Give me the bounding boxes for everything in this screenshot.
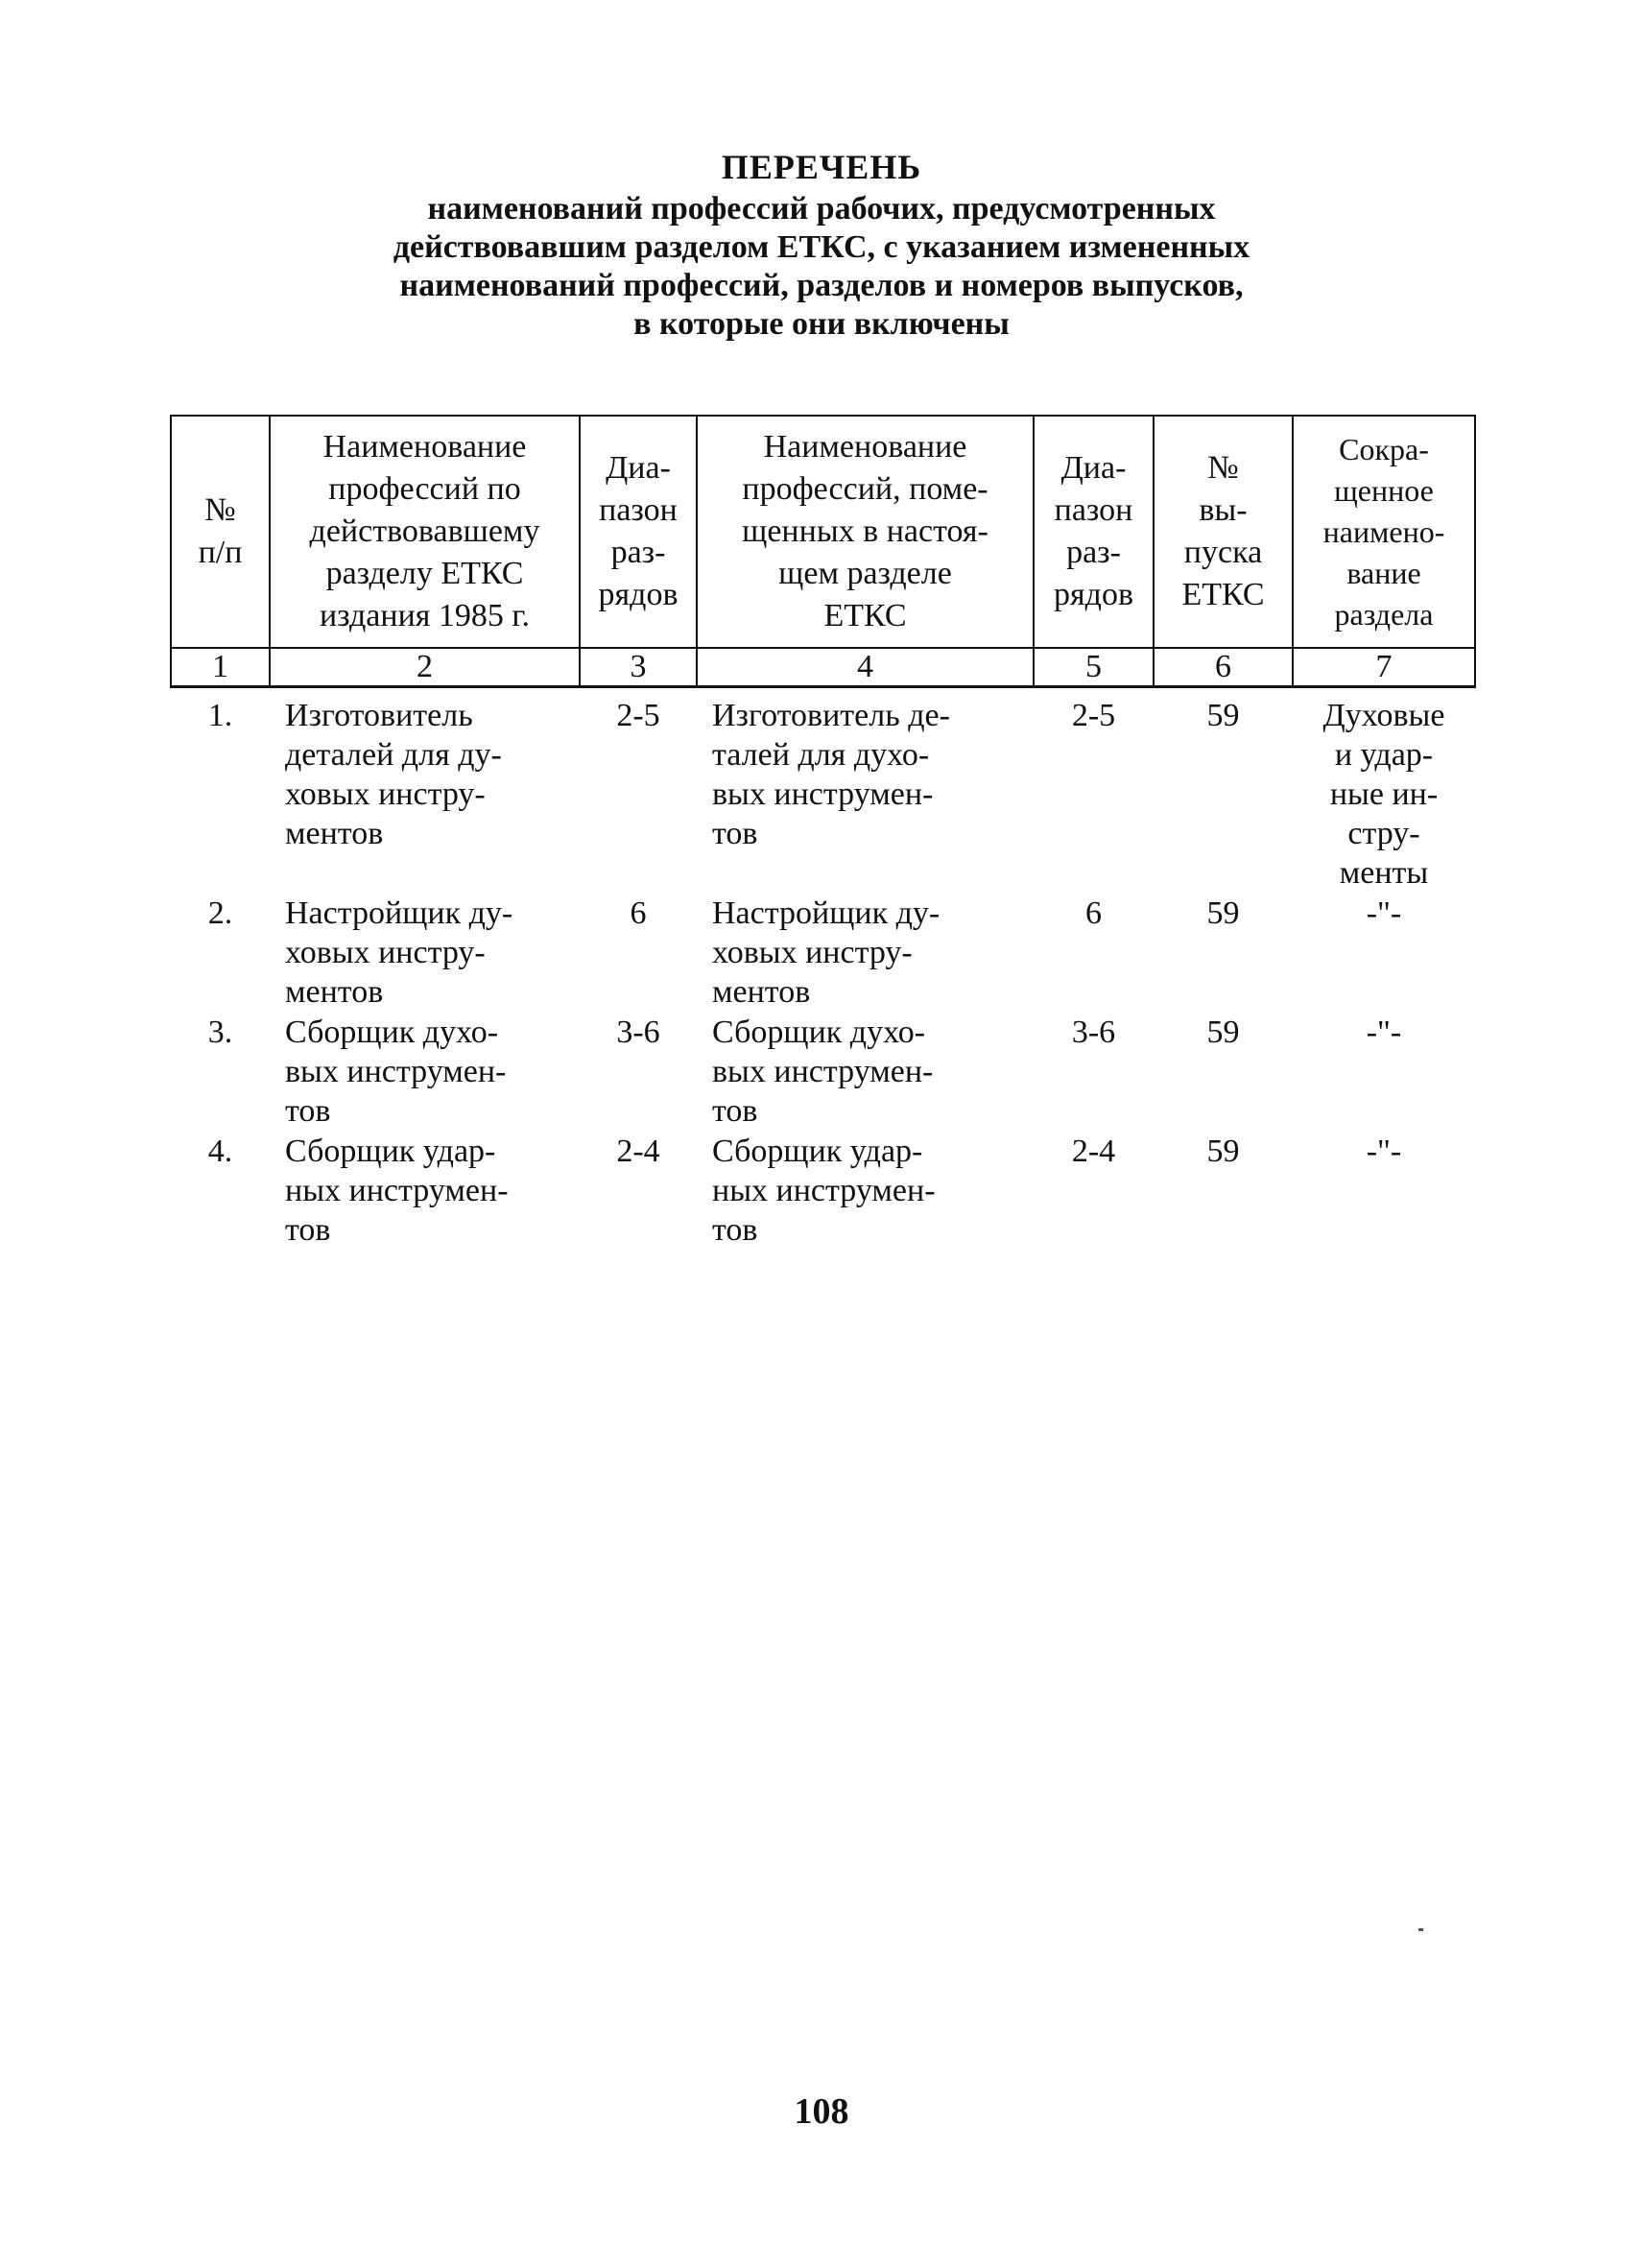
cell-line: деталей для ду-: [285, 737, 502, 773]
cell-line: вых инструмен-: [712, 1054, 934, 1089]
heading-line: действовавшим разделом ЕТКС, с указанием измененных: [393, 229, 1250, 265]
cell-line: раз-: [610, 535, 666, 570]
heading-line: наименований профессий рабочих, предусмотренных: [427, 191, 1216, 227]
cell-line: ментов: [712, 974, 811, 1010]
cell-old-range: 3-6: [616, 1015, 660, 1050]
cell-line: -"-: [1366, 895, 1402, 931]
cell-new-range: 6: [1085, 895, 1102, 931]
cell-section: [1293, 894, 1475, 1013]
cell-line: Сборщик удар-: [285, 1134, 496, 1169]
column-number: 2: [270, 648, 580, 687]
column-number: 3: [580, 648, 697, 687]
cell-line: Настройщик ду-: [285, 895, 513, 931]
cell-old-range: 2-4: [616, 1134, 660, 1169]
cell-line: тов: [712, 1093, 758, 1129]
table-row: [171, 894, 1475, 1013]
cell-line: Сборщик духо-: [712, 1015, 926, 1050]
cell-line: Диа-: [1060, 450, 1127, 486]
cell-line: ховых инстру-: [285, 935, 486, 970]
cell-old-name: [270, 1013, 580, 1132]
column-header-number: [171, 416, 270, 648]
cell-line: Настройщик ду-: [712, 895, 941, 931]
scan-speck: [1418, 1928, 1423, 1931]
heading-line: наименований профессий, разделов и номеров выпусков,: [399, 268, 1244, 303]
cell-line: ные ин-: [1329, 776, 1439, 812]
table-header-row: [171, 416, 1475, 648]
cell-line: ЕТКС: [823, 598, 907, 633]
cell-line: ЕТКС: [1181, 577, 1265, 612]
cell-new-range: 2-4: [1071, 1134, 1116, 1169]
cell-line: ховых инстру-: [712, 935, 913, 970]
cell-new-range: 3-6: [1071, 1015, 1116, 1050]
cell-line: менты: [1339, 855, 1429, 891]
cell-new-name: [697, 687, 1034, 895]
cell-new-name: [697, 1132, 1034, 1251]
cell-line: ных инструмен-: [712, 1173, 936, 1208]
cell-issue: 59: [1206, 1015, 1240, 1050]
cell-old-name: [270, 687, 580, 895]
cell-old-name: [270, 894, 580, 1013]
cell-line: Наименование: [322, 429, 527, 465]
cell-issue: 59: [1206, 698, 1240, 733]
cell-line: Духовые: [1322, 698, 1445, 733]
column-number: 4: [697, 648, 1034, 687]
cell-line: №: [1207, 450, 1239, 486]
cell-number: 4.: [207, 1134, 233, 1169]
cell-line: и удар-: [1334, 737, 1434, 773]
cell-line: стру-: [1347, 816, 1420, 851]
cell-line: тов: [712, 1212, 758, 1248]
cell-line: талей для духо-: [712, 737, 930, 773]
column-number: 6: [1154, 648, 1293, 687]
cell-line: ховых инстру-: [285, 776, 486, 812]
table-body: [171, 687, 1475, 1252]
column-header-issue: [1154, 416, 1293, 648]
cell-line: Изготовитель де-: [712, 698, 950, 733]
cell-line: щенных в настоя-: [742, 513, 988, 549]
cell-old-name: [270, 1132, 580, 1251]
column-number: 7: [1293, 648, 1475, 687]
cell-line: пазон: [1054, 492, 1133, 528]
table-row: [171, 1013, 1475, 1132]
column-header-old-name: [270, 416, 580, 648]
cell-new-name: [697, 894, 1034, 1013]
cell-line: разделу ЕТКС: [325, 556, 524, 591]
cell-line: Сборщик духо-: [285, 1015, 499, 1050]
cell-line: тов: [712, 816, 758, 851]
cell-line: издания 1985 г.: [319, 598, 531, 633]
cell-line: профессий, поме-: [742, 471, 988, 507]
cell-number: 3.: [207, 1015, 233, 1050]
column-header-new-range: [1034, 416, 1154, 648]
cell-line: рядов: [598, 577, 679, 612]
heading-line: в которые они включены: [633, 306, 1010, 342]
cell-line: Наименование: [763, 429, 967, 465]
cell-line: Сборщик удар-: [712, 1134, 923, 1169]
cell-line: раздела: [1334, 596, 1434, 632]
cell-line: вых инструмен-: [712, 776, 934, 812]
column-number: 1: [171, 648, 270, 687]
cell-line: раз-: [1066, 535, 1121, 570]
cell-section: [1293, 1013, 1475, 1132]
page-number: 108: [794, 2091, 849, 2132]
column-number-row: [171, 648, 1475, 687]
table-row: [171, 1132, 1475, 1251]
cell-line: -"-: [1366, 1015, 1402, 1050]
cell-section: [1293, 687, 1475, 895]
cell-line: профессий по: [328, 471, 521, 507]
cell-line: тов: [285, 1093, 331, 1129]
cell-line: щенное: [1334, 472, 1434, 508]
cell-line: вание: [1346, 555, 1421, 590]
professions-table: [170, 415, 1476, 1251]
cell-line: пазон: [599, 492, 678, 528]
cell-line: Диа-: [606, 450, 671, 486]
cell-line: вы-: [1199, 492, 1248, 528]
cell-line: Изготовитель: [285, 698, 473, 733]
cell-issue: 59: [1206, 895, 1240, 931]
cell-line: ментов: [285, 974, 384, 1010]
cell-line: ментов: [285, 816, 384, 851]
cell-line: наимено-: [1322, 513, 1445, 549]
document-title: ПЕРЕЧЕНЬ: [721, 148, 922, 186]
cell-line: п/п: [198, 535, 243, 570]
cell-old-range: 6: [630, 895, 647, 931]
document-heading: [0, 144, 1643, 344]
cell-new-name: [697, 1013, 1034, 1132]
cell-line: -"-: [1366, 1134, 1402, 1169]
cell-number: 2.: [207, 895, 233, 931]
column-number: 5: [1034, 648, 1154, 687]
cell-line: рядов: [1054, 577, 1133, 612]
cell-line: щем разделе: [778, 556, 952, 591]
cell-line: ных инструмен-: [285, 1173, 509, 1208]
cell-section: [1293, 1132, 1475, 1251]
column-header-old-range: [580, 416, 697, 648]
cell-number: 1.: [207, 698, 233, 733]
cell-line: вых инструмен-: [285, 1054, 507, 1089]
cell-line: действовавшему: [309, 513, 540, 549]
cell-issue: 59: [1206, 1134, 1240, 1169]
cell-line: №: [204, 492, 236, 528]
cell-line: Сокра-: [1339, 431, 1429, 466]
column-header-section: [1293, 416, 1475, 648]
table-row: [171, 687, 1475, 895]
cell-line: тов: [285, 1212, 331, 1248]
cell-old-range: 2-5: [616, 698, 660, 733]
cell-new-range: 2-5: [1071, 698, 1116, 733]
cell-line: пуска: [1183, 535, 1263, 570]
column-header-new-name: [697, 416, 1034, 648]
